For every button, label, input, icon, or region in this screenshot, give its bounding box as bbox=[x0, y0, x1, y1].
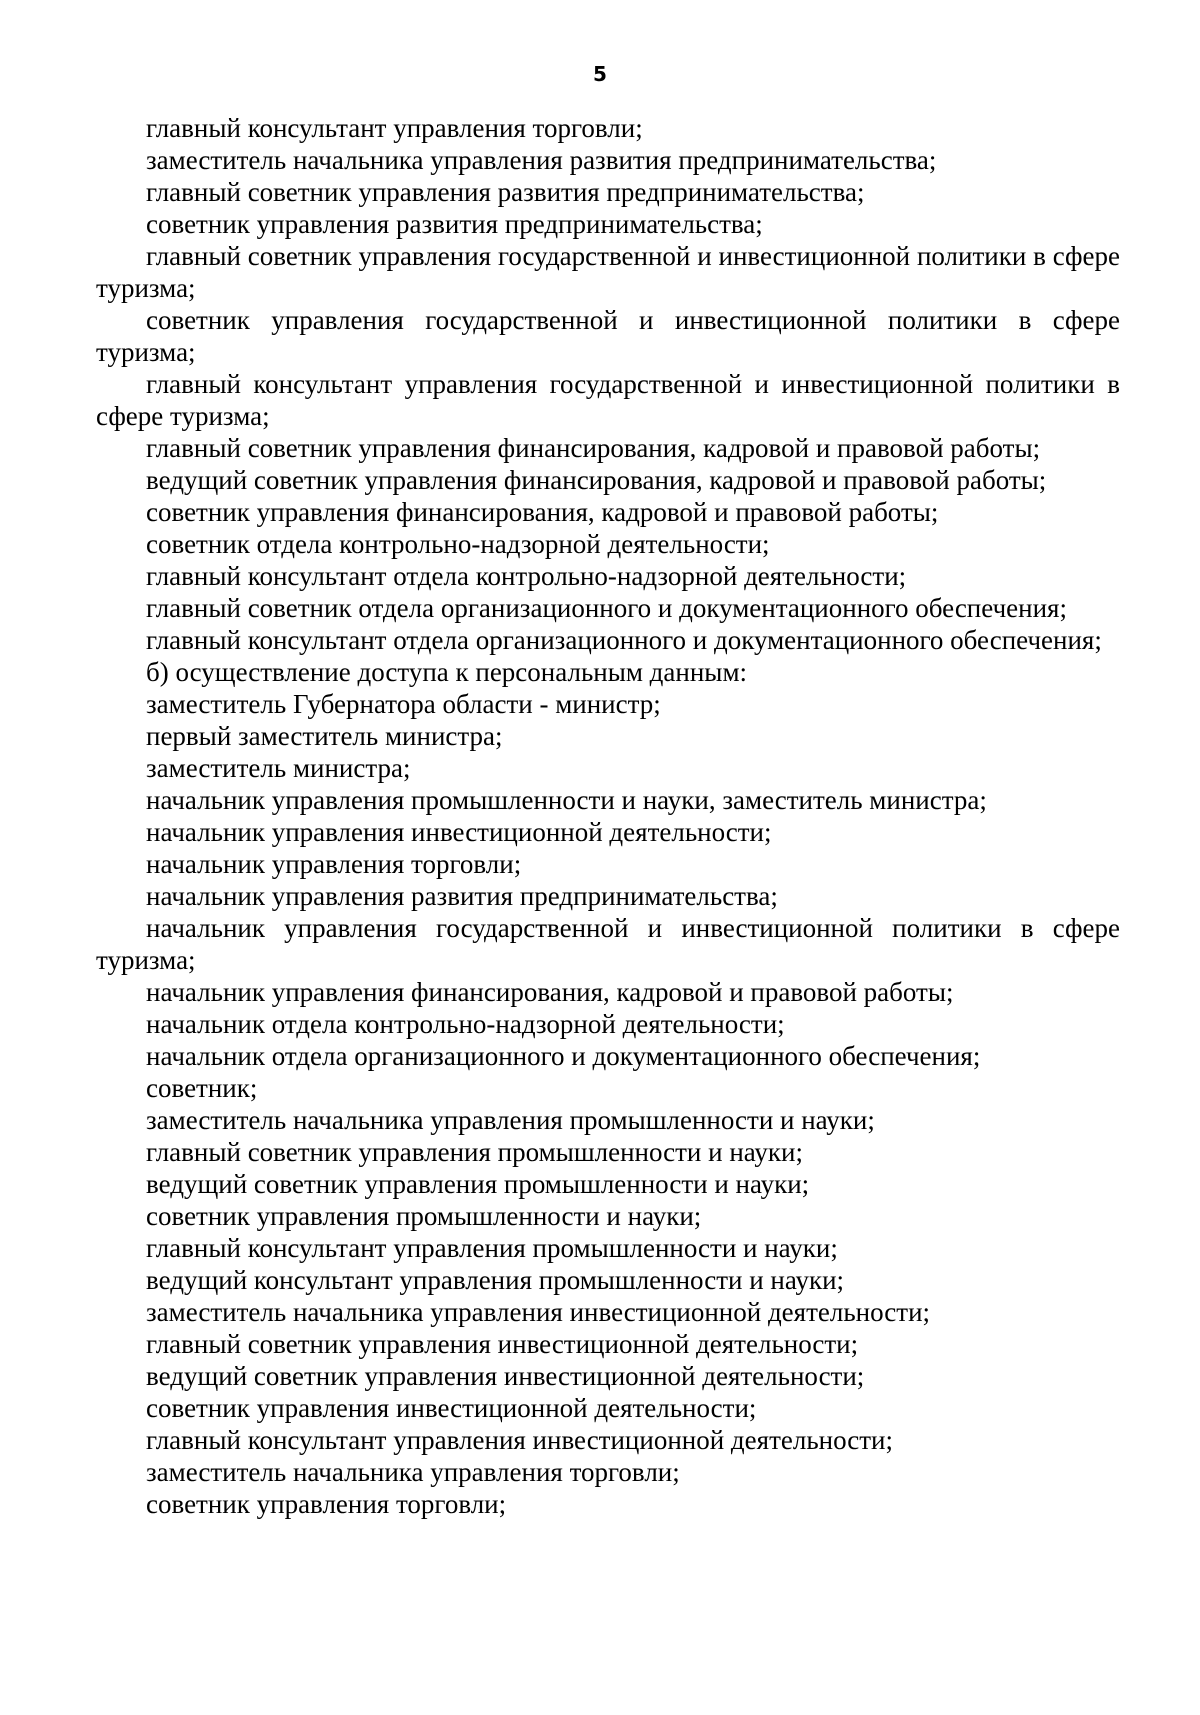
paragraph: главный советник отдела организационного и документационного обеспечения; bbox=[146, 593, 1067, 623]
paragraph: начальник управления промышленности и науки, заместитель министра; bbox=[146, 785, 987, 815]
paragraph: ведущий советник управления инвестиционной деятельности; bbox=[146, 1361, 865, 1391]
paragraph: ведущий советник управления финансирования, кадровой и правовой работы; bbox=[146, 465, 1047, 495]
paragraph: начальник отдела контрольно-надзорной деятельности; bbox=[146, 1009, 785, 1039]
paragraph: главный консультант управления торговли; bbox=[146, 113, 643, 143]
paragraph: советник отдела контрольно-надзорной деятельности; bbox=[146, 529, 770, 559]
paragraph: первый заместитель министра; bbox=[146, 721, 503, 751]
section-heading: б) осуществление доступа к персональным данным: bbox=[146, 657, 748, 687]
paragraph: советник управления инвестиционной деятельности; bbox=[146, 1393, 757, 1423]
document-body bbox=[96, 112, 1120, 1520]
paragraph: главный консультант управления государственной и инвестиционной политики в сфере туризма; bbox=[96, 369, 1120, 431]
paragraph: главный советник управления промышленности и науки; bbox=[146, 1137, 803, 1167]
paragraph: главный советник управления развития предпринимательства; bbox=[146, 177, 865, 207]
paragraph: советник управления промышленности и науки; bbox=[146, 1201, 702, 1231]
paragraph: начальник управления инвестиционной деятельности; bbox=[146, 817, 772, 847]
paragraph: начальник управления финансирования, кадровой и правовой работы; bbox=[146, 977, 954, 1007]
paragraph: заместитель начальника управления развития предпринимательства; bbox=[146, 145, 937, 175]
paragraph: советник управления развития предпринимательства; bbox=[146, 209, 763, 239]
paragraph: заместитель начальника управления инвестиционной деятельности; bbox=[146, 1297, 931, 1327]
paragraph: заместитель начальника управления промышленности и науки; bbox=[146, 1105, 875, 1135]
paragraph: советник; bbox=[146, 1073, 258, 1103]
paragraph: главный консультант управления инвестиционной деятельности; bbox=[146, 1425, 893, 1455]
paragraph: главный консультант отдела контрольно-надзорной деятельности; bbox=[146, 561, 907, 591]
paragraph: главный консультант отдела организационного и документационного обеспечения; bbox=[146, 625, 1102, 655]
paragraph: ведущий консультант управления промышленности и науки; bbox=[146, 1265, 845, 1295]
paragraph: советник управления торговли; bbox=[146, 1489, 507, 1519]
paragraph: начальник управления торговли; bbox=[146, 849, 522, 879]
page-number: 5 bbox=[593, 62, 607, 86]
paragraph: главный консультант управления промышленности и науки; bbox=[146, 1233, 838, 1263]
paragraph: начальник отдела организационного и документационного обеспечения; bbox=[146, 1041, 981, 1071]
paragraph: начальник управления государственной и инвестиционной политики в сфере туризма; bbox=[96, 913, 1120, 975]
paragraph: заместитель Губернатора области - министр; bbox=[146, 689, 661, 719]
paragraph: главный советник управления инвестиционной деятельности; bbox=[146, 1329, 859, 1359]
paragraph: главный советник управления государственной и инвестиционной политики в сфере туризма; bbox=[96, 241, 1120, 303]
paragraph: советник управления государственной и инвестиционной политики в сфере туризма; bbox=[96, 305, 1120, 367]
paragraph: начальник управления развития предпринимательства; bbox=[146, 881, 778, 911]
paragraph: заместитель начальника управления торговли; bbox=[146, 1457, 680, 1487]
paragraph: главный советник управления финансирования, кадровой и правовой работы; bbox=[146, 433, 1041, 463]
paragraph: советник управления финансирования, кадровой и правовой работы; bbox=[146, 497, 939, 527]
paragraph: заместитель министра; bbox=[146, 753, 411, 783]
paragraph: ведущий советник управления промышленности и науки; bbox=[146, 1169, 810, 1199]
